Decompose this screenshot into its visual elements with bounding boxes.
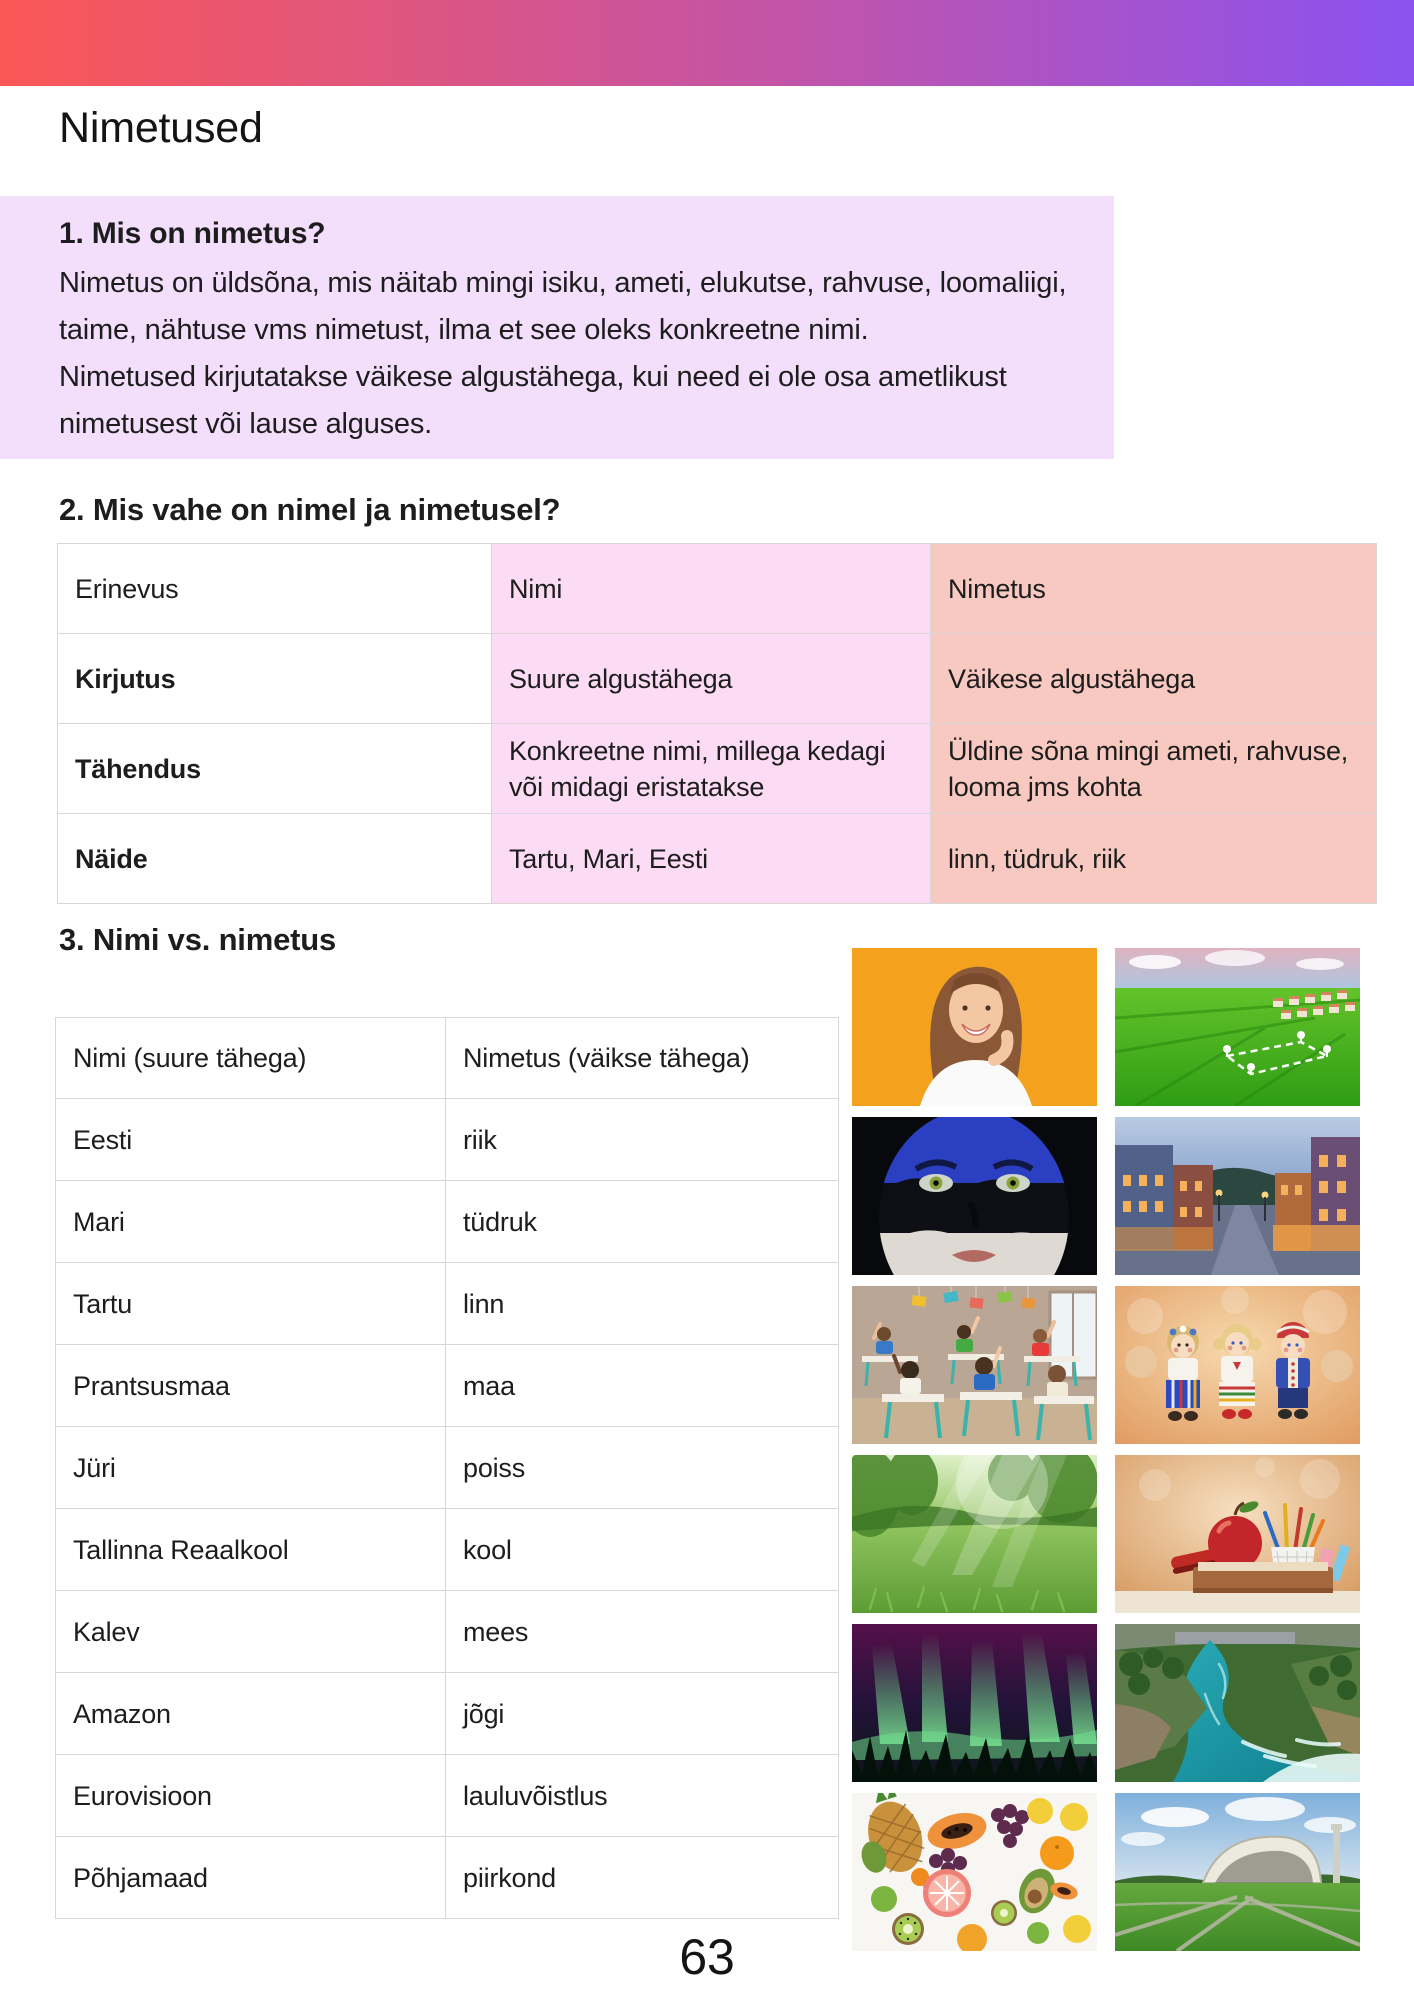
photo-sunny-meadow [852,1455,1097,1613]
table-row [58,634,1377,724]
photo-folk-dolls [1115,1286,1360,1444]
name-vs-designation-table [55,1017,839,1919]
nimi-cell: Tallinna Reaalkool [56,1509,446,1591]
photo-smiling-woman [852,948,1097,1106]
nimetus-cell: lauluvõistlus [446,1755,839,1837]
estonian-flag-face-illustration [852,1117,1097,1275]
table-row [58,724,1377,814]
comparison-table [57,543,1377,904]
table-row [56,1099,839,1181]
aerial-fields-illustration [1115,948,1360,1106]
school-supplies-illustration [1115,1455,1360,1613]
nimetus-cell: Väikese algustähega [931,634,1377,724]
nimi-cell: Eurovisioon [56,1755,446,1837]
header-cell-erinevus: Erinevus [58,544,492,634]
nimi-cell: Tartu [56,1263,446,1345]
table-row [56,1673,839,1755]
photo-grid [852,948,1360,1951]
intro-paragraph-1: Nimetus on üldsõna, mis näitab mingi isiku, ameti, elukutse, rahvuse, loomaliigi, taime, nähtuse vms nimetust, ilma et see oleks konkreetne nimi. [59,267,1067,346]
smiling-woman-illustration [852,948,1097,1106]
nimetus-cell: riik [446,1099,839,1181]
photo-northern-lights [852,1624,1097,1782]
nimi-cell: Põhjamaad [56,1837,446,1919]
photo-aerial-fields [1115,948,1360,1106]
nimi-cell: Prantsusmaa [56,1345,446,1427]
classroom-illustration [852,1286,1097,1444]
intro-box [0,196,1114,459]
sunny-meadow-illustration [852,1455,1097,1613]
nimi-cell: Konkreetne nimi, millega kedagi või midagi eristatakse [492,724,931,814]
row-label: Kirjutus [58,634,492,724]
header-cell-nimi: Nimi [492,544,931,634]
nimi-cell: Suure algustähega [492,634,931,724]
nimetus-cell: jõgi [446,1673,839,1755]
section-1-heading: 1. Mis on nimetus? [59,217,326,250]
header-cell-nimetus: Nimetus [931,544,1377,634]
nimetus-cell: linn [446,1263,839,1345]
header-gradient-bar [0,0,1414,86]
turquoise-river-illustration [1115,1624,1360,1782]
section-3-heading: 3. Nimi vs. nimetus [59,922,337,957]
photo-turquoise-river [1115,1624,1360,1782]
section-2-heading: 2. Mis vahe on nimel ja nimetusel? [59,492,561,527]
table-row [56,1755,839,1837]
row-label: Tähendus [58,724,492,814]
nimetus-cell: tüdruk [446,1181,839,1263]
nimi-cell: Kalev [56,1591,446,1673]
table-row [56,1181,839,1263]
table-row [56,1345,839,1427]
nimetus-cell: maa [446,1345,839,1427]
photo-school-supplies [1115,1455,1360,1613]
header-cell-nimi: Nimi (suure tähega) [56,1018,446,1099]
nimetus-cell: poiss [446,1427,839,1509]
nimi-cell: Eesti [56,1099,446,1181]
table-row [56,1509,839,1591]
folk-dolls-illustration [1115,1286,1360,1444]
table-header-row [56,1018,839,1099]
photo-evening-street [1115,1117,1360,1275]
table-header-row [58,544,1377,634]
page-title: Nimetused [59,104,263,152]
header-cell-nimetus: Nimetus (väikse tähega) [446,1018,839,1099]
nimetus-cell: piirkond [446,1837,839,1919]
table-row [56,1837,839,1919]
nimetus-cell: mees [446,1591,839,1673]
intro-paragraph-2: Nimetused kirjutatakse väikese algustähega, kui need ei ole osa ametlikust nimetusest või lause alguses. [59,361,1007,440]
table-row [58,814,1377,904]
nimi-cell: Jüri [56,1427,446,1509]
nimetus-cell: kool [446,1509,839,1591]
nimetus-cell: Üldine sõna mingi ameti, rahvuse, looma jms kohta [931,724,1377,814]
photo-estonian-flag-face [852,1117,1097,1275]
northern-lights-illustration [852,1624,1097,1782]
evening-street-illustration [1115,1117,1360,1275]
page-number: 63 [679,1929,735,1985]
nimetus-cell: linn, tüdruk, riik [931,814,1377,904]
table-row [56,1591,839,1673]
nimi-cell: Tartu, Mari, Eesti [492,814,931,904]
row-label: Näide [58,814,492,904]
nimi-cell: Mari [56,1181,446,1263]
table-row [56,1427,839,1509]
photo-classroom [852,1286,1097,1444]
table-row [56,1263,839,1345]
nimi-cell: Amazon [56,1673,446,1755]
